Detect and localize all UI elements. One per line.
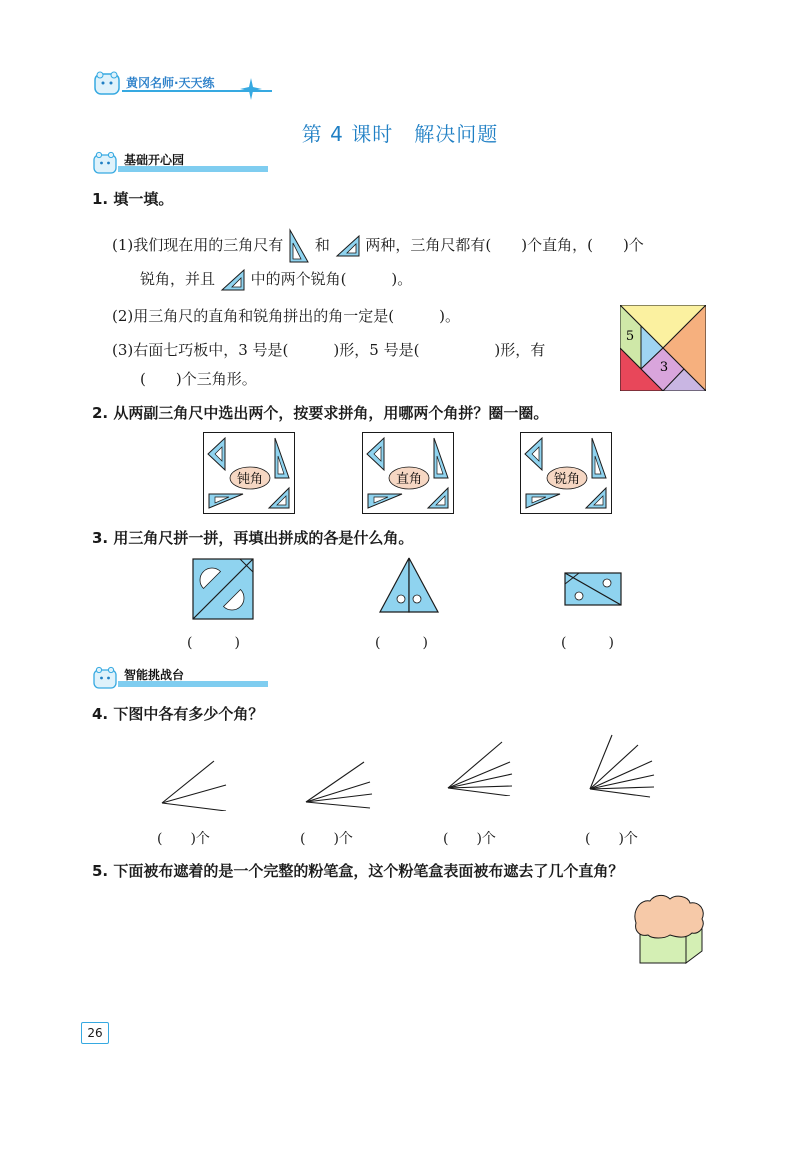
q1-line1	[112, 228, 644, 264]
bear-logo-icon	[92, 70, 122, 96]
q1-line4: (3)右面七巧板中，3 号是( )形，5 号是( )形，有	[112, 341, 546, 359]
combined-square-figure	[192, 558, 254, 620]
q1-line3: (2)用三角尺的直角和锐角拼出的角一定是( )。	[112, 307, 460, 325]
rays-figure-6	[588, 733, 658, 799]
set-square-box-acute	[520, 432, 612, 514]
q2-title: 2. 从两副三角尺中选出两个，按要求拼角，用哪两个角拼？圈一圈。	[92, 404, 549, 422]
angle-label-right: 直角	[395, 472, 423, 487]
set-square-box-obtuse	[203, 432, 295, 514]
q4-answer-blank[interactable]: ( )个	[585, 831, 638, 847]
q3-answer-blank[interactable]: ( )	[375, 635, 428, 651]
set-square-box-right	[362, 432, 454, 514]
bear-icon	[92, 150, 118, 174]
q1-text: 中的两个锐角( )。	[250, 270, 413, 288]
angle-label-obtuse: 钝角	[236, 472, 264, 487]
isosceles-set-square-icon	[335, 234, 361, 258]
bear-icon	[92, 665, 118, 689]
rays-figure-5	[446, 740, 516, 796]
tangram-label-5: 5	[625, 329, 635, 344]
sparkle-icon	[240, 78, 262, 100]
combined-rectangle-figure	[564, 572, 622, 606]
tall-set-square-icon	[288, 228, 310, 264]
q1-title: 1. 填一填。	[92, 190, 174, 208]
page-title: 第 4 课时 解决问题	[301, 122, 499, 146]
brand-header	[92, 70, 262, 96]
tangram-figure	[620, 305, 706, 391]
q4-title: 4. 下图中各有多少个角？	[92, 705, 264, 723]
section-label: 智能挑战台	[124, 668, 185, 682]
q3-title: 3. 用三角尺拼一拼，再填出拼成的各是什么角。	[92, 529, 414, 547]
q3-answer-blank[interactable]: ( )	[187, 635, 240, 651]
q5-title: 5. 下面被布遮着的是一个完整的粉笔盒，这个粉笔盒表面被布遮去了几个直角？	[92, 862, 624, 880]
q3-answer-blank[interactable]: ( )	[561, 635, 614, 651]
section-header-challenge	[92, 665, 292, 689]
q1-text: (1)我们现在用的三角尺有	[112, 236, 284, 254]
section-header-basic	[92, 150, 292, 174]
rays-figure-3	[160, 755, 230, 811]
angle-label-acute: 锐角	[553, 472, 581, 487]
q1-line2	[140, 268, 412, 292]
page-number: 26	[81, 1022, 109, 1044]
chalk-box-covered-figure	[630, 893, 708, 965]
rays-figure-4	[304, 758, 374, 810]
combined-triangle-figure	[378, 556, 440, 616]
tangram-label-3: 3	[659, 360, 669, 375]
brand-text: 黄冈名师·天天练	[126, 76, 215, 90]
q1-text: 锐角，并且	[140, 270, 216, 288]
q4-answer-blank[interactable]: ( )个	[300, 831, 353, 847]
section-label: 基础开心园	[124, 153, 185, 167]
q4-answer-blank[interactable]: ( )个	[443, 831, 496, 847]
q4-answer-blank[interactable]: ( )个	[157, 831, 210, 847]
q1-text: 和	[314, 236, 330, 254]
q1-text: 两种，三角尺都有( )个直角，( )个	[365, 236, 644, 254]
isosceles-set-square-icon	[220, 268, 246, 292]
q1-line5: ( )个三角形。	[140, 370, 257, 388]
